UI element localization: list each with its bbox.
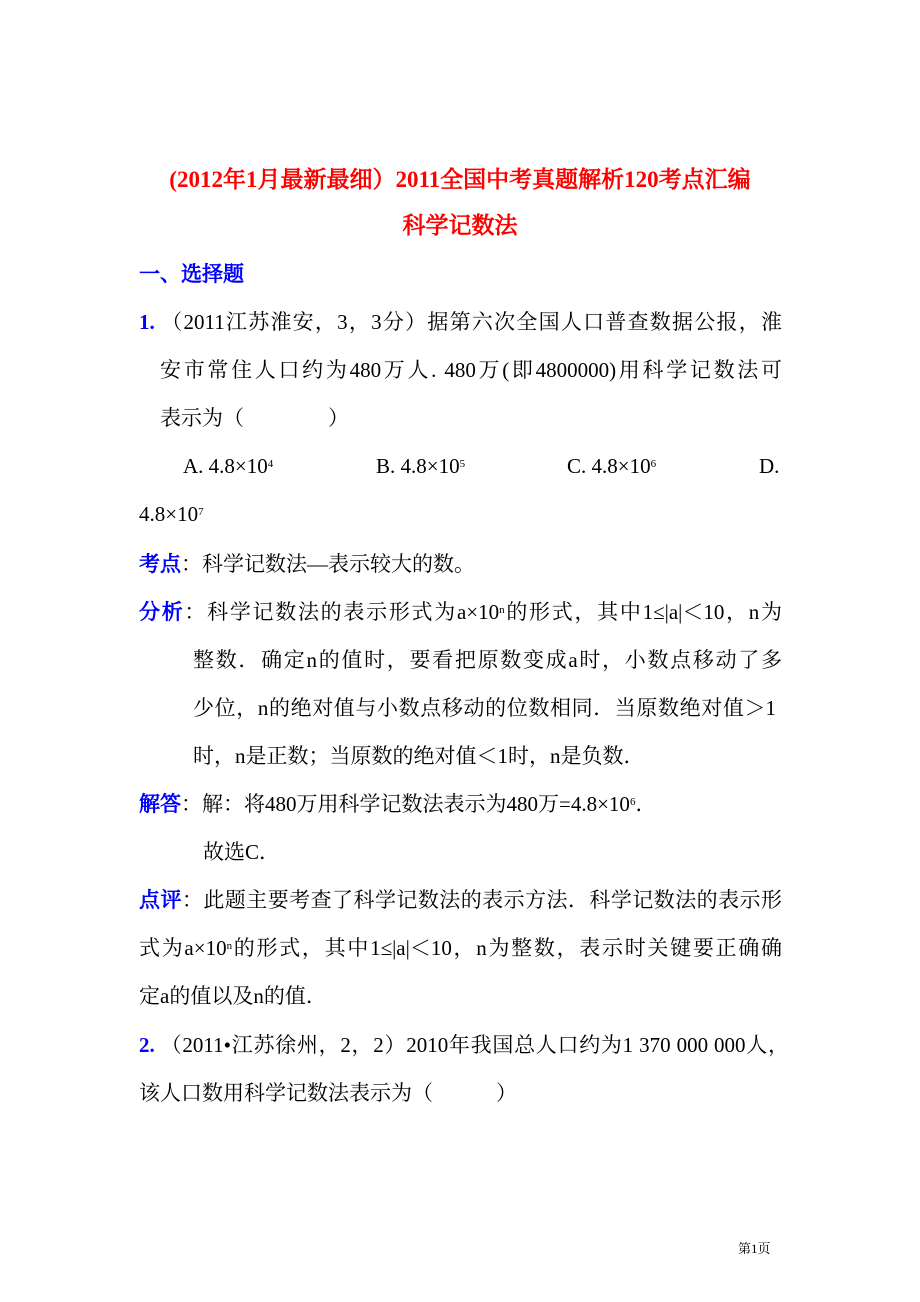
fenxi-label: 分析 xyxy=(139,600,185,624)
kaodian-label: 考点 xyxy=(139,552,181,576)
option-d: D. xyxy=(759,454,780,478)
option-c: C. $4.8\times 10^6$ xyxy=(567,454,657,478)
dianping-line3: 定a的值以及n的值． xyxy=(139,984,327,1008)
q1-text: （2011江苏淮安，3，3分）据第六次全国人口普查数据公报，淮 xyxy=(161,310,783,334)
fenxi-line4: 时，n是正数；当原数的绝对值＜1时，n是负数． xyxy=(193,744,645,768)
dianping-line2: 式为$a\times 10^n$的形式，其中1≤|a|＜10，n为整数，表示时关键要正确确 xyxy=(139,936,782,960)
q1-line3: 表示为（ ） xyxy=(160,406,349,430)
document-title: (2012年1月最新最细）2011全国中考真题解析120考点汇编 xyxy=(169,167,751,192)
document-subtitle: 科学记数法 xyxy=(402,213,518,238)
option-a: A. $4.8\times 10^4$ xyxy=(183,454,274,478)
fenxi-line1: 分析：科学记数法的表示形式为$a\times 10^n$的形式，其中1≤|a|＜10，n为 xyxy=(139,600,782,624)
q1-line2: 安市常住人口约为480万人. 480万(即4800000)用科学记数法可 xyxy=(160,358,782,382)
jieda: 解答：解：将480万用科学记数法表示为480万$=4.8\times 10^6$． xyxy=(139,792,657,816)
option-d-value: $4.8\times 10^7$ xyxy=(139,502,204,526)
section-heading: 一、选择题 xyxy=(139,262,244,286)
q1-line1 xyxy=(139,308,782,336)
dianping-line1: 点评：此题主要考查了科学记数法的表示方法．科学记数法的表示形 xyxy=(139,888,783,912)
fenxi-line3: 少位，n的绝对值与小数点移动的位数相同．当原数绝对值＞1 xyxy=(193,696,776,720)
q1-number: 1. xyxy=(139,310,155,334)
option-b: B. $4.8\times 10^5$ xyxy=(376,454,466,478)
page-number: 第1页 xyxy=(738,1241,771,1256)
jieda-label: 解答 xyxy=(139,792,181,816)
kaodian: 考点：科学记数法—表示较大的数。 xyxy=(139,552,475,576)
dianping-label: 点评 xyxy=(139,888,182,912)
q2-line2: 该人口数用科学记数法表示为（ ） xyxy=(139,1081,517,1105)
fenxi-line2: 整数．确定n的值时，要看把原数变成a时，小数点移动了多 xyxy=(193,648,782,672)
q2-number: 2. xyxy=(139,1033,155,1057)
jieda-line2: 故选C． xyxy=(203,840,281,864)
q2-line1: 2. （2011•江苏徐州，2，2）2010年我国总人口约为1 370 000 000人， xyxy=(139,1033,789,1057)
